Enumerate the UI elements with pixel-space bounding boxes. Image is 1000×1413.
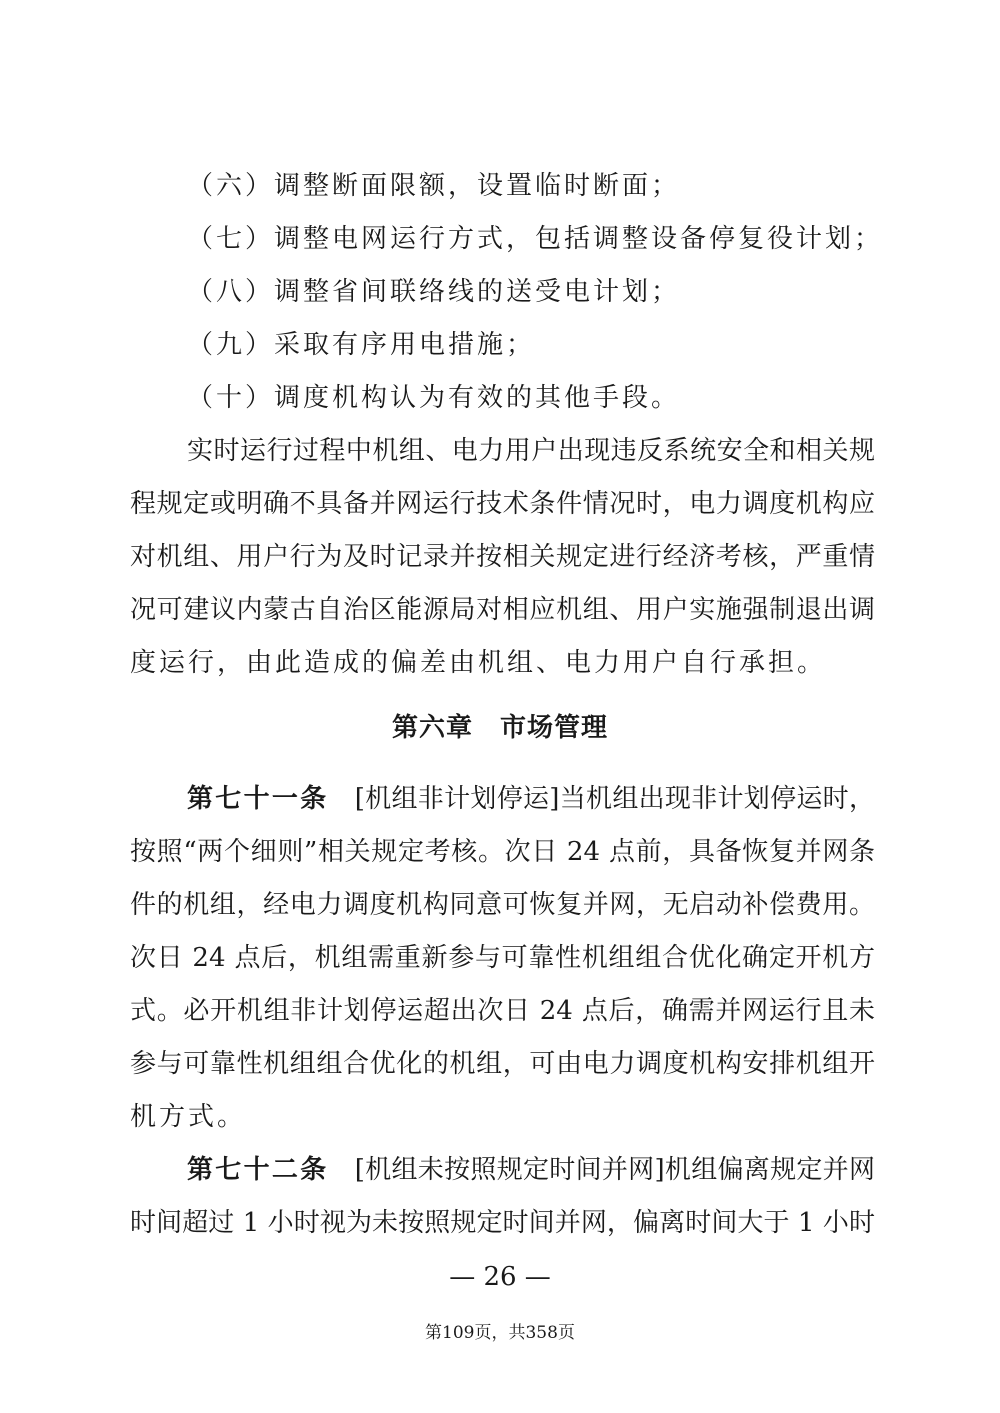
page-number: — 26 — — [449, 1262, 551, 1292]
paragraph-line: 况可建议内蒙古自治区能源局对相应机组、用户实施强制退出调 — [130, 595, 875, 625]
page-count-footer: 第109页，共358页 — [425, 1323, 575, 1343]
list-item: （九）采取有序用电措施； — [187, 330, 536, 360]
paragraph-line: 对机组、用户行为及时记录并按相关规定进行经济考核，严重情 — [130, 542, 875, 572]
paragraph-line: 式。必开机组非计划停运超出次日 24 点后，确需并网运行且未 — [130, 996, 875, 1026]
paragraph-line: 实时运行过程中机组、电力用户出现违反系统安全和相关规 — [187, 436, 875, 466]
article-heading: 第七十二条 — [187, 1155, 329, 1185]
chapter-title: 第六章 市场管理 — [391, 713, 608, 743]
list-item: （八）调整省间联络线的送受电计划； — [187, 277, 681, 307]
paragraph-line: 程规定或明确不具备并网运行技术条件情况时，电力调度机构应 — [130, 489, 875, 519]
paragraph-line: 参与可靠性机组组合优化的机组，可由电力调度机构安排机组开 — [130, 1049, 875, 1079]
article-first-line — [187, 1153, 875, 1187]
list-item: （十）调度机构认为有效的其他手段。 — [187, 383, 681, 413]
article-heading: 第七十一条 — [187, 784, 329, 814]
article-first-line — [187, 782, 875, 816]
list-item: （六）调整断面限额，设置临时断面； — [187, 171, 681, 201]
article-text: [机组未按照规定时间并网]机组偏离规定并网 — [328, 1155, 875, 1185]
paragraph-line: 机方式。 — [130, 1102, 247, 1132]
paragraph-line: 按照“两个细则”相关规定考核。次日 24 点前，具备恢复并网条 — [130, 837, 875, 867]
list-item: （七）调整电网运行方式，包括调整设备停复役计划； — [187, 224, 884, 254]
paragraph-line: 次日 24 点后，机组需重新参与可靠性机组组合优化确定开机方 — [130, 943, 875, 973]
paragraph-line: 件的机组，经电力调度机构同意可恢复并网，无启动补偿费用。 — [130, 890, 875, 920]
paragraph-line: 时间超过 1 小时视为未按照规定时间并网，偏离时间大于 1 小时 — [130, 1208, 875, 1238]
article-text: [机组非计划停运]当机组出现非计划停运时， — [328, 784, 875, 814]
paragraph-line: 度运行，由此造成的偏差由机组、电力用户自行承担。 — [130, 648, 827, 678]
